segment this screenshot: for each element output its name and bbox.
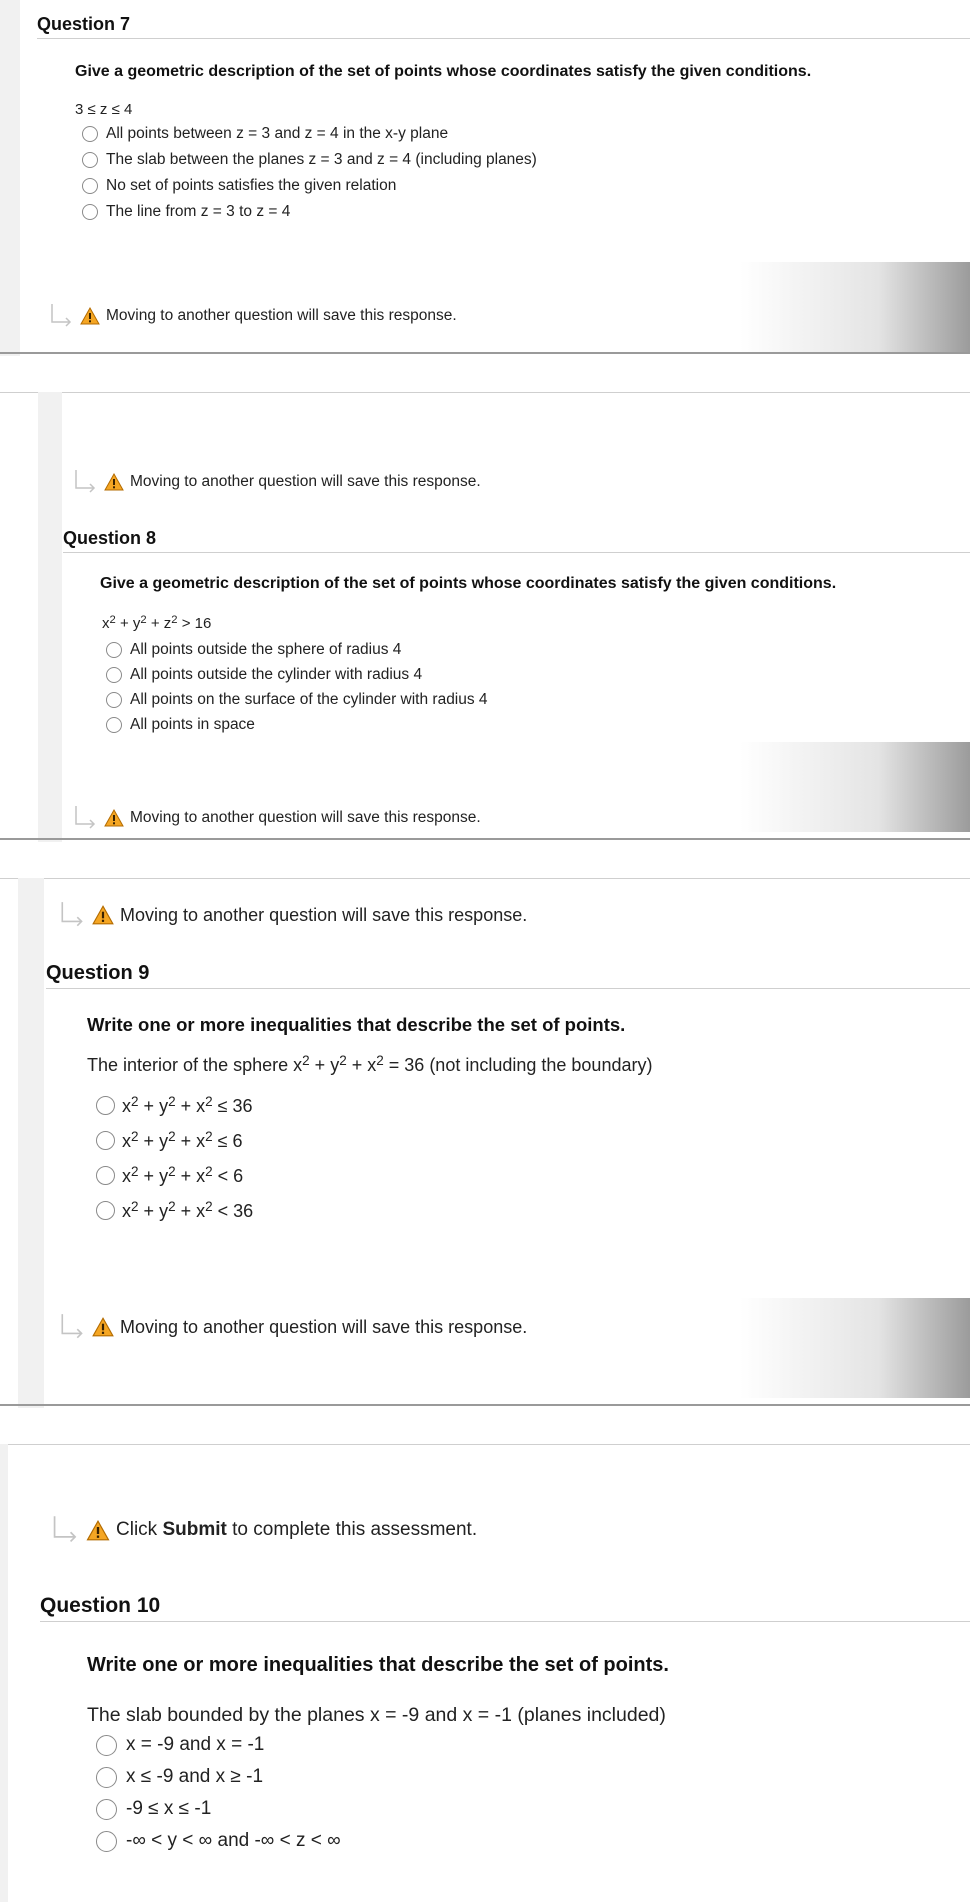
note-text: Click Submit to complete this assessment. <box>116 1519 478 1540</box>
option-label: x ≤ -9 and x ≥ -1 <box>126 1766 264 1787</box>
question-8-given: $x^2 + y^2 + z^2 > 16$ <box>102 614 212 633</box>
option-label: x = -9 and x = -1 <box>126 1734 265 1755</box>
question-7-option-2[interactable] <box>82 151 537 169</box>
note-text: Moving to another question will save this response. <box>120 1316 528 1337</box>
option-label: All points outside the cylinder with radius 4 <box>130 666 423 683</box>
return-arrow-icon <box>50 1514 82 1546</box>
option-label: No set of points satisfies the given relation <box>106 177 397 194</box>
question-9-prompt: Write one or more inequalities that describe the set of points. <box>87 1014 626 1035</box>
question-8-option-4[interactable] <box>106 716 255 734</box>
question-8-prompt: Give a geometric description of the set of points whose coordinates satisfy the given conditions. <box>100 575 837 592</box>
option-label: $x^2 + y^2 + x^2 \le 6$ <box>122 1129 243 1152</box>
option-label: $x^2 + y^2 + x^2 \le 36$ <box>122 1094 253 1117</box>
question-7-option-4[interactable] <box>82 203 290 221</box>
question-9-given: The interior of the sphere $x^2 + y^2 + x^2 = 36$ (not including the boundary) <box>87 1053 653 1076</box>
question-7-save-note <box>48 302 457 330</box>
radio-button[interactable] <box>96 1735 117 1756</box>
radio-button[interactable] <box>96 1201 115 1220</box>
question-10-given: The slab bounded by the planes x = -9 and x = -1 (planes included) <box>87 1704 666 1726</box>
option-label: All points between z = 3 and z = 4 in the x-y plane <box>106 125 449 142</box>
warning-icon <box>80 307 100 325</box>
radio-button[interactable] <box>82 178 98 194</box>
question-8-save-note <box>72 804 481 832</box>
option-label: The line from z = 3 to z = 4 <box>106 203 291 220</box>
question-10-prompt: Write one or more inequalities that describe the set of points. <box>87 1654 669 1676</box>
question-9-top-note <box>58 900 527 930</box>
return-arrow-icon <box>58 1312 88 1342</box>
question-9-option-3[interactable] <box>96 1164 243 1187</box>
question-7-given: 3 ≤ z ≤ 4 <box>75 101 133 118</box>
note-text: Moving to another question will save this response. <box>130 473 481 490</box>
return-arrow-icon <box>48 302 76 330</box>
return-arrow-icon <box>72 468 100 496</box>
radio-button[interactable] <box>96 1096 115 1115</box>
option-label: All points outside the sphere of radius 4 <box>130 641 402 658</box>
radio-button[interactable] <box>96 1799 117 1820</box>
return-arrow-icon <box>72 804 100 832</box>
question-8-option-1[interactable] <box>106 641 401 659</box>
radio-button[interactable] <box>106 667 122 683</box>
option-label: -∞ < y < ∞ and -∞ < z < ∞ <box>126 1830 341 1851</box>
question-10-option-2[interactable] <box>96 1766 263 1788</box>
radio-button[interactable] <box>106 642 122 658</box>
question-9-option-2[interactable] <box>96 1129 243 1152</box>
radio-button[interactable] <box>96 1831 117 1852</box>
note-text: Moving to another question will save this response. <box>120 904 528 925</box>
radio-button[interactable] <box>82 152 98 168</box>
question-7-option-1[interactable] <box>82 125 448 143</box>
submit-note <box>50 1514 477 1546</box>
question-7-prompt: Give a geometric description of the set of points whose coordinates satisfy the given conditions. <box>75 63 812 80</box>
warning-icon <box>104 809 124 827</box>
radio-button[interactable] <box>96 1166 115 1185</box>
question-10-title: Question 10 <box>40 1594 161 1617</box>
question-10-panel <box>0 1444 970 1902</box>
option-label: All points in space <box>130 716 255 733</box>
note-text: Moving to another question will save this response. <box>130 809 481 826</box>
question-9-option-1[interactable] <box>96 1094 253 1117</box>
question-10-option-3[interactable] <box>96 1798 211 1820</box>
question-9-save-note <box>58 1312 527 1342</box>
question-8-panel <box>0 392 970 842</box>
question-7-panel <box>0 0 970 356</box>
question-9-title: Question 9 <box>46 962 150 984</box>
radio-button[interactable] <box>96 1767 117 1788</box>
radio-button[interactable] <box>106 692 122 708</box>
option-label: $x^2 + y^2 + x^2 < 36$ <box>122 1199 254 1222</box>
question-9-option-4[interactable] <box>96 1199 253 1222</box>
question-8-title: Question 8 <box>63 528 157 548</box>
option-label: All points on the surface of the cylinder with radius 4 <box>130 691 488 708</box>
option-label: The slab between the planes z = 3 and z = 4 (including planes) <box>106 151 537 168</box>
option-label: -9 ≤ x ≤ -1 <box>126 1798 212 1819</box>
question-10-option-1[interactable] <box>96 1734 264 1756</box>
question-8-top-note <box>72 468 481 496</box>
question-7-option-3[interactable] <box>82 177 396 195</box>
radio-button[interactable] <box>82 204 98 220</box>
warning-icon <box>92 1317 114 1337</box>
question-8-option-2[interactable] <box>106 666 422 684</box>
warning-icon <box>104 473 124 491</box>
question-10-option-4[interactable] <box>96 1830 341 1852</box>
radio-button[interactable] <box>96 1131 115 1150</box>
radio-button[interactable] <box>106 717 122 733</box>
option-label: $x^2 + y^2 + x^2 < 6$ <box>122 1164 244 1187</box>
radio-button[interactable] <box>82 126 98 142</box>
question-9-panel <box>0 878 970 1408</box>
return-arrow-icon <box>58 900 88 930</box>
question-8-option-3[interactable] <box>106 691 488 709</box>
question-7-title: Question 7 <box>37 14 131 34</box>
note-text: Moving to another question will save this response. <box>106 307 457 324</box>
warning-icon <box>86 1520 110 1541</box>
warning-icon <box>92 905 114 925</box>
